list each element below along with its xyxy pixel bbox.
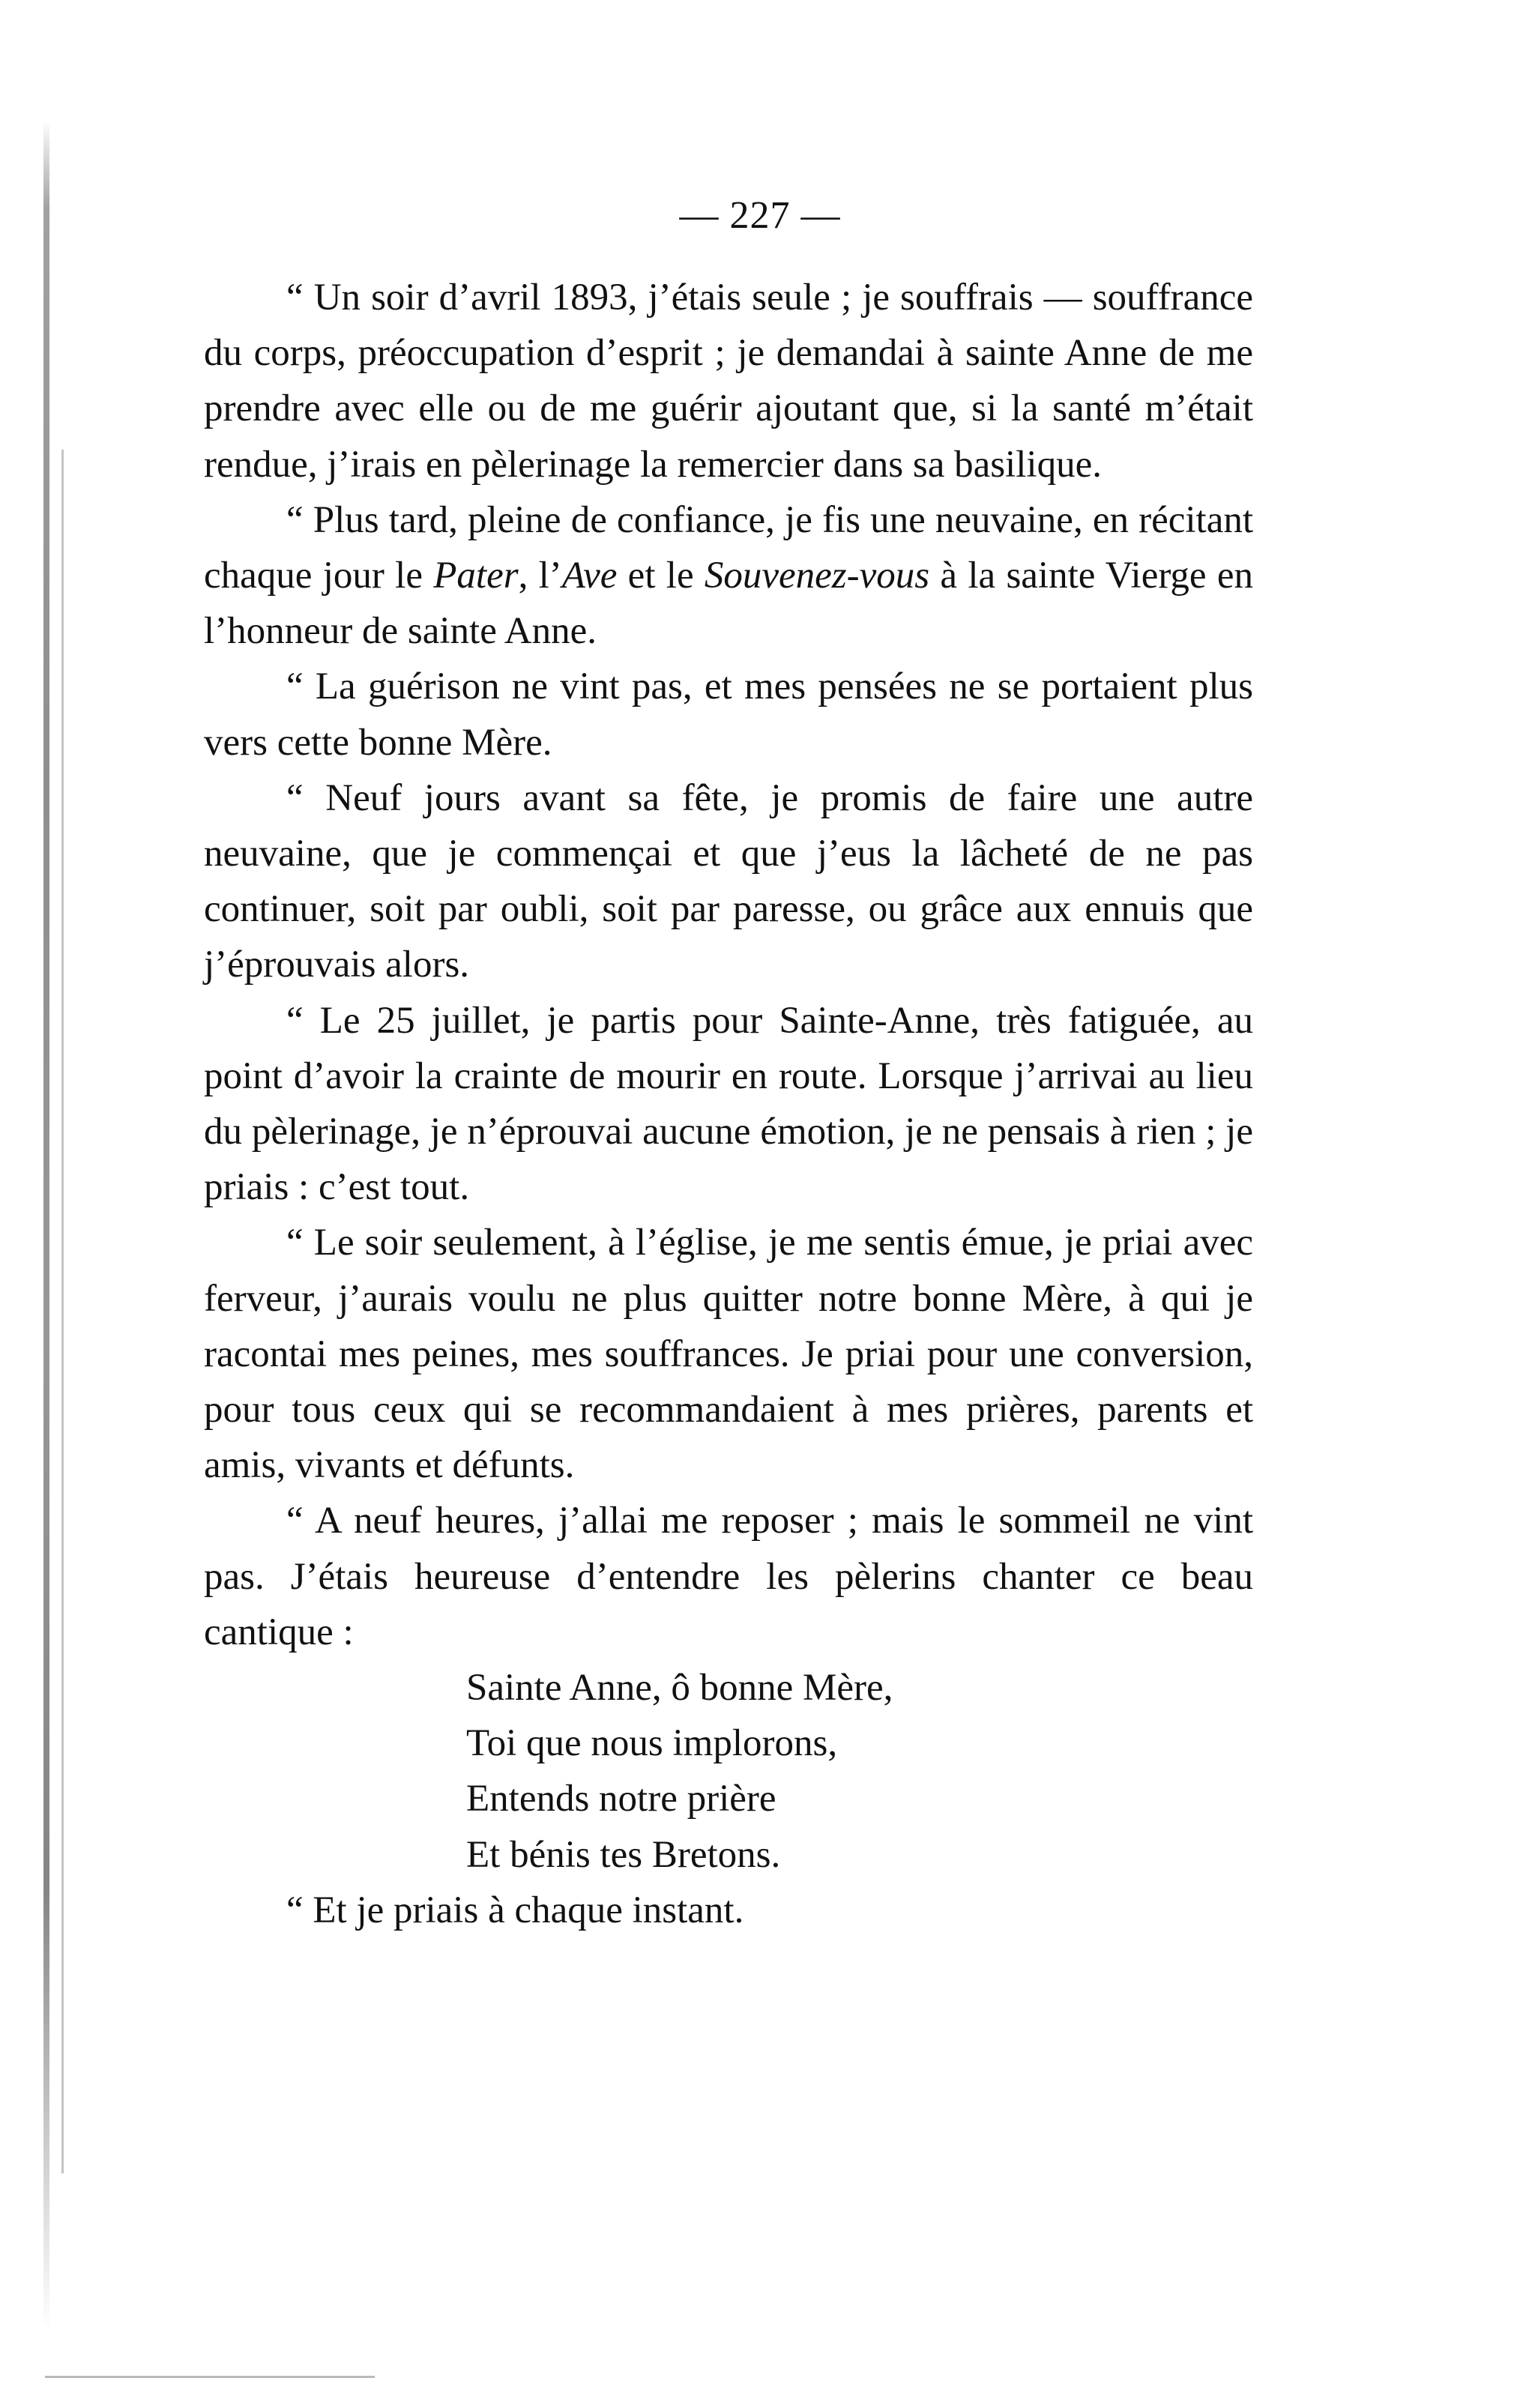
verse-line-3: Entends notre prière	[466, 1778, 776, 1820]
paragraph-7: “ A neuf heures, j’allai me reposer ; mais le sommeil ne vint pas. J’étais heureuse d’entendre les pèlerins chanter ce beau cantique :	[204, 1500, 1253, 1653]
body-text	[204, 270, 1253, 1938]
closing-paragraph: “ Et je priais à chaque instant.	[286, 1889, 744, 1931]
paragraph-5: “ Le 25 juillet, je partis pour Sainte-Anne, très fatiguée, au point d’avoir la crainte de mourir en route. Lorsque j’arrivai au lieu du pèlerinage, je n’éprouvai aucune émotion, je ne pensais à rien ; je priais : c’est tout.	[204, 999, 1253, 1209]
paragraph-6: “ Le soir seulement, à l’église, je me sentis émue, je priai avec ferveur, j’aurais voulu ne plus quitter notre bonne Mère, à qui je racontai mes peines, mes souffrances. Je priai pour une conversion, pour tous ceux qui se recommandaient à mes prières, parents et amis, vivants et défunts.	[204, 1222, 1253, 1487]
paragraph-4: “ Neuf jours avant sa fête, je promis de faire une autre neuvaine, que je commençai et que j’eus la lâcheté de ne pas continuer, soit par oubli, soit par paresse, ou grâce aux ennuis que j’éprouvais alors.	[204, 776, 1253, 986]
verse-line-1: Sainte Anne, ô bonne Mère,	[466, 1667, 893, 1710]
prayer-name-italic: Souvenez-vous	[704, 555, 930, 597]
paragraph-3: “ La guérison ne vint pas, et mes pensées ne se portaient plus vers cette bonne Mère.	[204, 666, 1253, 764]
prayer-name-italic: Ave	[561, 555, 618, 597]
scan-edge-mark	[43, 120, 49, 2331]
scan-edge-mark-secondary	[61, 450, 64, 2173]
prayer-name-italic: Pater	[433, 555, 519, 597]
paragraph-2: “ Plus tard, pleine de confiance, je fis une neuvaine, en récitant chaque jour le Pater, l’Ave et le Souvenez-vous à la sainte Vierge en l’honneur de sainte Anne.	[204, 498, 1253, 653]
paragraph-1: “ Un soir d’avril 1893, j’étais seule ; je souffrais — souffrance du corps, préoccupation d’esprit ; je demandai à sainte Anne de me prendre avec elle ou de me guérir ajoutant que, si la santé m’était rendue, j’irais en pèlerinage la remercier dans sa basilique.	[204, 277, 1253, 486]
scan-bottom-mark	[45, 2376, 375, 2378]
verse-line-4: Et bénis tes Bretons.	[466, 1833, 781, 1876]
hymn-verse	[466, 1660, 1253, 1883]
page-number: — 227 —	[679, 194, 841, 237]
verse-line-2: Toi que nous implorons,	[466, 1722, 838, 1765]
